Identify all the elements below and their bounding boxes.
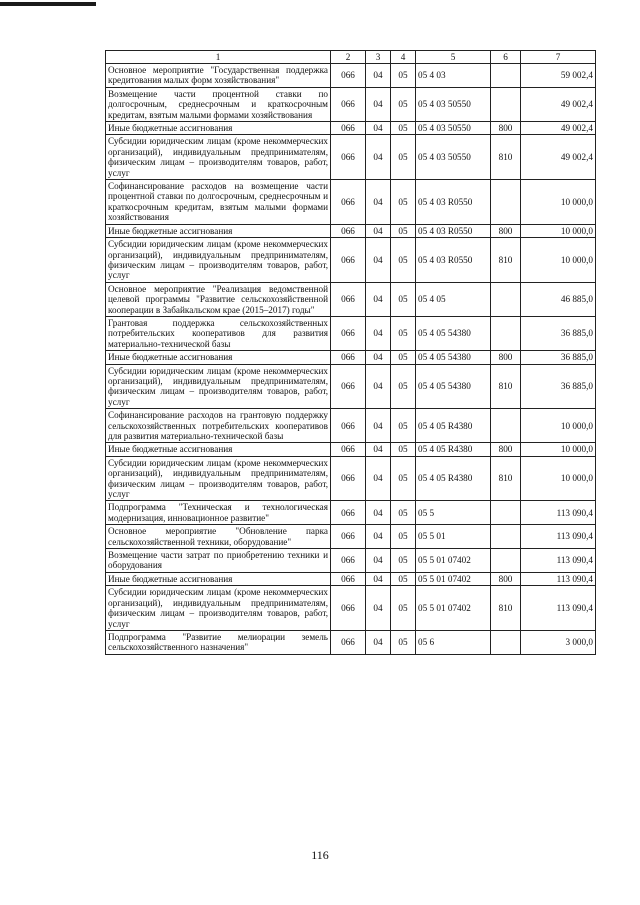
row-section-cell: 04 [366,351,391,364]
row-ministry-code-cell: 066 [331,224,366,237]
row-target-article-cell: 05 4 05 54380 [416,364,491,409]
table-row [106,316,596,350]
row-name-cell: Субсидии юридическим лицам (кроме некоммерческих организаций), индивидуальным предпринимателям, физическим лицам – производителям товаров, работ, услуг [106,456,331,501]
row-subsection-cell: 05 [391,87,416,121]
row-section-cell: 04 [366,238,391,283]
row-subsection-cell: 05 [391,316,416,350]
row-target-article-cell: 05 4 05 54380 [416,316,491,350]
row-section-cell: 04 [366,501,391,525]
row-ministry-code-cell: 066 [331,586,366,631]
row-subsection-cell: 05 [391,630,416,654]
row-target-article-cell: 05 5 [416,501,491,525]
table-row [106,409,596,443]
row-name-cell: Субсидии юридическим лицам (кроме некоммерческих организаций), индивидуальным предпринимателям, физическим лицам – производителям товаров, работ, услуг [106,135,331,180]
row-section-cell: 04 [366,549,391,573]
row-amount-cell: 46 885,0 [521,282,596,316]
row-section-cell: 04 [366,409,391,443]
row-section-cell: 04 [366,87,391,121]
row-target-article-cell: 05 4 03 [416,64,491,88]
row-subsection-cell: 05 [391,351,416,364]
budget-table [105,50,596,655]
row-expense-type-cell: 810 [491,364,521,409]
row-ministry-code-cell: 066 [331,135,366,180]
table-body [106,64,596,655]
row-amount-cell: 10 000,0 [521,409,596,443]
row-amount-cell: 36 885,0 [521,351,596,364]
row-target-article-cell: 05 5 01 07402 [416,572,491,585]
table-row [106,443,596,456]
row-section-cell: 04 [366,316,391,350]
row-subsection-cell: 05 [391,64,416,88]
row-section-cell: 04 [366,224,391,237]
header-col-2: 2 [331,51,366,64]
row-subsection-cell: 05 [391,238,416,283]
row-section-cell: 04 [366,586,391,631]
row-target-article-cell: 05 4 05 [416,282,491,316]
row-expense-type-cell: 800 [491,572,521,585]
table-row [106,224,596,237]
header-col-6: 6 [491,51,521,64]
row-amount-cell: 113 090,4 [521,572,596,585]
row-subsection-cell: 05 [391,282,416,316]
row-expense-type-cell [491,316,521,350]
row-section-cell: 04 [366,122,391,135]
row-amount-cell: 59 002,4 [521,64,596,88]
table-row [106,282,596,316]
row-ministry-code-cell: 066 [331,64,366,88]
table-row [106,87,596,121]
row-subsection-cell: 05 [391,525,416,549]
table-row [106,238,596,283]
row-ministry-code-cell: 066 [331,122,366,135]
row-name-cell: Иные бюджетные ассигнования [106,224,331,237]
row-section-cell: 04 [366,525,391,549]
row-section-cell: 04 [366,180,391,225]
top-edge-rule [0,2,96,6]
row-name-cell: Софинансирование расходов на возмещение части процентной ставки по долгосрочным, среднесрочным и краткосрочным кредитам, взятым малыми формами хозяйствования [106,180,331,225]
table-header-row [106,51,596,64]
row-expense-type-cell: 800 [491,224,521,237]
row-target-article-cell: 05 4 05 54380 [416,351,491,364]
header-col-1: 1 [106,51,331,64]
row-amount-cell: 49 002,4 [521,135,596,180]
row-expense-type-cell: 800 [491,443,521,456]
row-subsection-cell: 05 [391,224,416,237]
row-ministry-code-cell: 066 [331,549,366,573]
row-expense-type-cell: 810 [491,456,521,501]
row-target-article-cell: 05 6 [416,630,491,654]
row-target-article-cell: 05 4 03 50550 [416,135,491,180]
row-ministry-code-cell: 066 [331,316,366,350]
row-ministry-code-cell: 066 [331,409,366,443]
row-subsection-cell: 05 [391,409,416,443]
table-row [106,501,596,525]
row-section-cell: 04 [366,630,391,654]
table-row [106,572,596,585]
row-ministry-code-cell: 066 [331,87,366,121]
table-row [106,180,596,225]
table-row [106,456,596,501]
row-amount-cell: 10 000,0 [521,456,596,501]
row-name-cell: Софинансирование расходов на грантовую поддержку сельскохозяйственных потребительских кооперативов для развития материально-технической базы [106,409,331,443]
row-expense-type-cell [491,64,521,88]
table-row [106,122,596,135]
row-ministry-code-cell: 066 [331,630,366,654]
row-amount-cell: 49 002,4 [521,87,596,121]
table-row [106,630,596,654]
row-expense-type-cell: 800 [491,122,521,135]
row-amount-cell: 36 885,0 [521,364,596,409]
row-ministry-code-cell: 066 [331,364,366,409]
page-number: 116 [311,848,329,862]
row-ministry-code-cell: 066 [331,525,366,549]
row-target-article-cell: 05 5 01 [416,525,491,549]
row-expense-type-cell [491,409,521,443]
row-amount-cell: 10 000,0 [521,224,596,237]
table-row [106,64,596,88]
row-section-cell: 04 [366,572,391,585]
row-name-cell: Иные бюджетные ассигнования [106,122,331,135]
row-subsection-cell: 05 [391,443,416,456]
row-section-cell: 04 [366,443,391,456]
table-row [106,586,596,631]
row-name-cell: Возмещение части процентной ставки по долгосрочным, среднесрочным и краткосрочным кредитам, взятым малыми формами хозяйствования [106,87,331,121]
row-ministry-code-cell: 066 [331,456,366,501]
row-target-article-cell: 05 4 03 R0550 [416,224,491,237]
row-amount-cell: 113 090,4 [521,549,596,573]
row-subsection-cell: 05 [391,122,416,135]
table-row [106,135,596,180]
row-name-cell: Основное мероприятие "Реализация ведомственной целевой программы "Развитие сельскохозяйственной кооперации в Забайкальском крае (2015–2017) годы" [106,282,331,316]
row-expense-type-cell [491,525,521,549]
table-row [106,364,596,409]
row-name-cell: Иные бюджетные ассигнования [106,572,331,585]
row-subsection-cell: 05 [391,364,416,409]
row-expense-type-cell [491,87,521,121]
row-amount-cell: 36 885,0 [521,316,596,350]
row-name-cell: Возмещение части затрат по приобретению техники и оборудования [106,549,331,573]
row-target-article-cell: 05 4 03 50550 [416,122,491,135]
row-subsection-cell: 05 [391,456,416,501]
row-ministry-code-cell: 066 [331,572,366,585]
row-section-cell: 04 [366,364,391,409]
row-name-cell: Грантовая поддержка сельскохозяйственных потребительских кооперативов для развития материально-технической базы [106,316,331,350]
row-section-cell: 04 [366,456,391,501]
row-name-cell: Субсидии юридическим лицам (кроме некоммерческих организаций), индивидуальным предпринимателям, физическим лицам – производителям товаров, работ, услуг [106,586,331,631]
table-row [106,525,596,549]
row-amount-cell: 3 000,0 [521,630,596,654]
row-target-article-cell: 05 5 01 07402 [416,586,491,631]
row-expense-type-cell: 800 [491,351,521,364]
row-section-cell: 04 [366,282,391,316]
row-ministry-code-cell: 066 [331,443,366,456]
row-subsection-cell: 05 [391,135,416,180]
table-row [106,351,596,364]
row-target-article-cell: 05 4 05 R4380 [416,456,491,501]
row-name-cell: Основное мероприятие "Государственная поддержка кредитования малых форм хозяйствования" [106,64,331,88]
row-section-cell: 04 [366,135,391,180]
row-amount-cell: 113 090,4 [521,501,596,525]
row-expense-type-cell: 810 [491,135,521,180]
row-expense-type-cell: 810 [491,238,521,283]
row-subsection-cell: 05 [391,572,416,585]
row-section-cell: 04 [366,64,391,88]
row-amount-cell: 10 000,0 [521,238,596,283]
row-target-article-cell: 05 4 03 R0550 [416,238,491,283]
row-ministry-code-cell: 066 [331,282,366,316]
row-target-article-cell: 05 4 05 R4380 [416,409,491,443]
row-ministry-code-cell: 066 [331,351,366,364]
row-amount-cell: 10 000,0 [521,443,596,456]
row-amount-cell: 113 090,4 [521,525,596,549]
row-target-article-cell: 05 4 05 R4380 [416,443,491,456]
row-expense-type-cell: 810 [491,586,521,631]
row-expense-type-cell [491,282,521,316]
row-name-cell: Субсидии юридическим лицам (кроме некоммерческих организаций), индивидуальным предпринимателям, физическим лицам – производителям товаров, работ, услуг [106,238,331,283]
row-expense-type-cell [491,630,521,654]
row-name-cell: Иные бюджетные ассигнования [106,351,331,364]
row-amount-cell: 10 000,0 [521,180,596,225]
row-subsection-cell: 05 [391,549,416,573]
header-col-5: 5 [416,51,491,64]
row-name-cell: Субсидии юридическим лицам (кроме некоммерческих организаций), индивидуальным предпринимателям, физическим лицам – производителям товаров, работ, услуг [106,364,331,409]
row-subsection-cell: 05 [391,586,416,631]
row-subsection-cell: 05 [391,501,416,525]
row-ministry-code-cell: 066 [331,180,366,225]
header-col-4: 4 [391,51,416,64]
table-row [106,549,596,573]
row-expense-type-cell [491,501,521,525]
row-target-article-cell: 05 5 01 07402 [416,549,491,573]
row-target-article-cell: 05 4 03 R0550 [416,180,491,225]
row-expense-type-cell [491,549,521,573]
row-amount-cell: 113 090,4 [521,586,596,631]
row-ministry-code-cell: 066 [331,501,366,525]
row-name-cell: Иные бюджетные ассигнования [106,443,331,456]
document-page [105,50,595,655]
row-amount-cell: 49 002,4 [521,122,596,135]
header-col-7: 7 [521,51,596,64]
row-name-cell: Подпрограмма "Развитие мелиорации земель сельскохозяйственного назначения" [106,630,331,654]
header-col-3: 3 [366,51,391,64]
row-ministry-code-cell: 066 [331,238,366,283]
row-target-article-cell: 05 4 03 50550 [416,87,491,121]
row-name-cell: Подпрограмма "Техническая и технологическая модернизация, инновационное развитие" [106,501,331,525]
row-expense-type-cell [491,180,521,225]
row-name-cell: Основное мероприятие "Обновление парка сельскохозяйственной техники, оборудование" [106,525,331,549]
row-subsection-cell: 05 [391,180,416,225]
